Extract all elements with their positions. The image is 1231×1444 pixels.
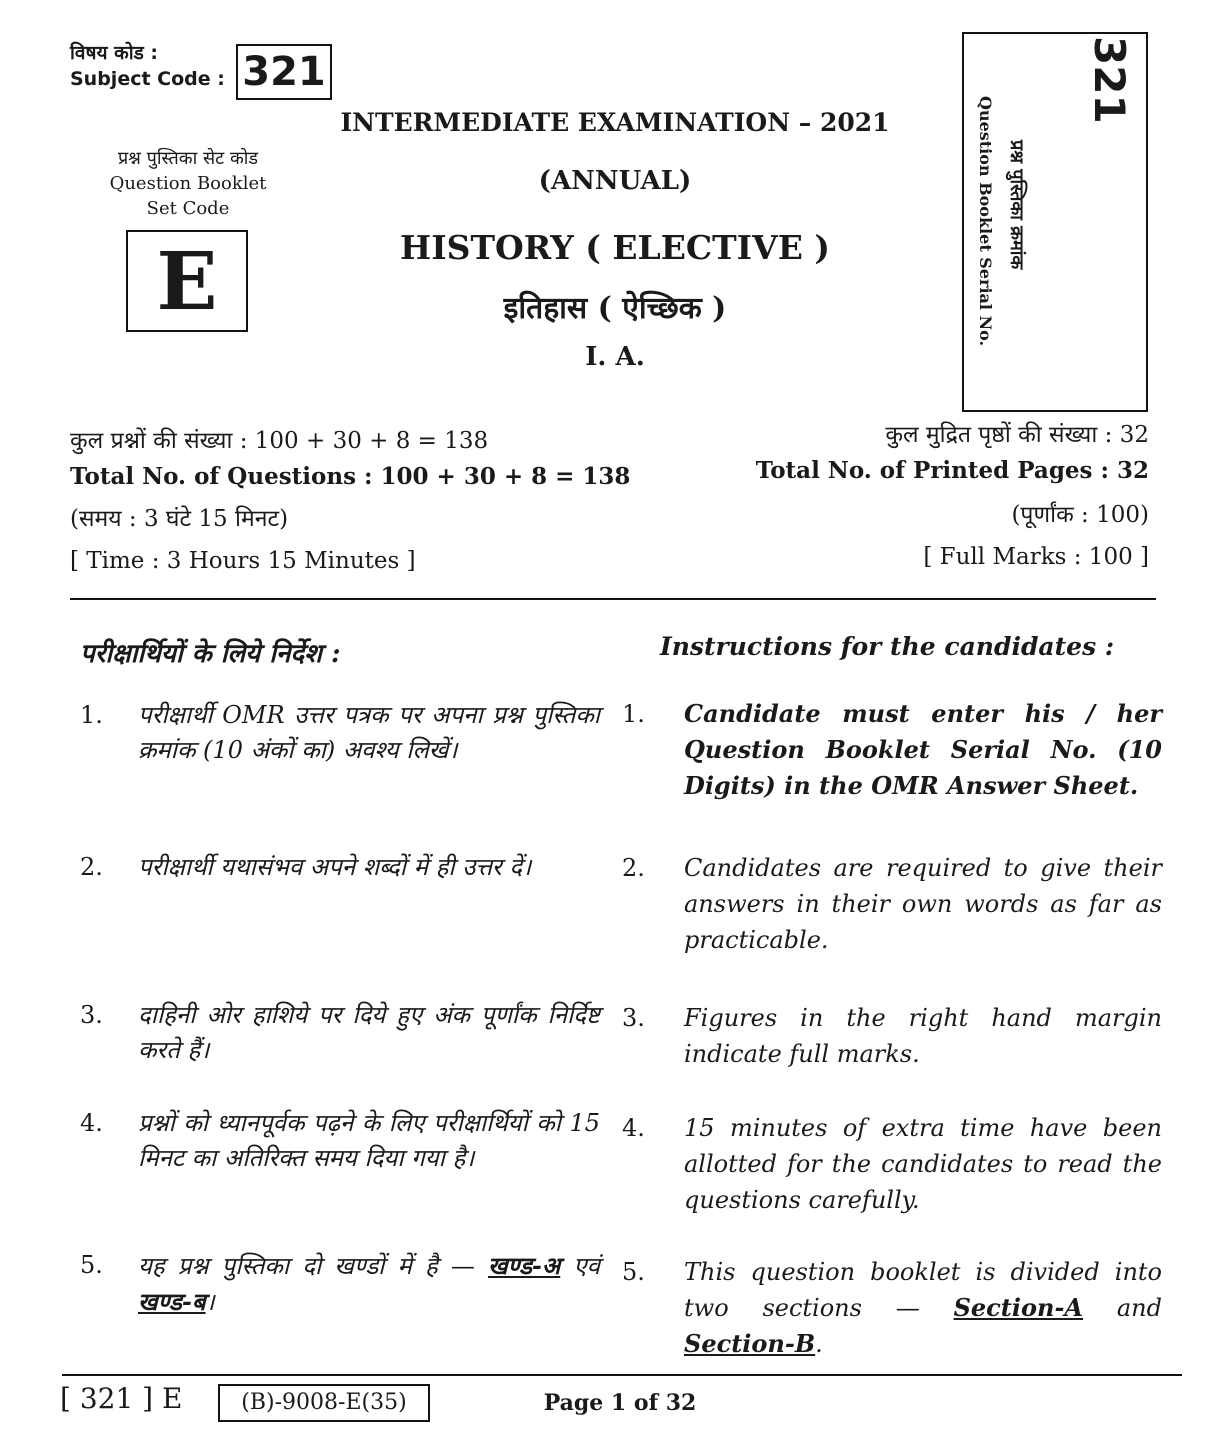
instruction-text-en: Candidate must enter his / her Question Booklet Serial No. (10 Digits) in the OMR Answer Sheet.: [684, 699, 1162, 800]
instruction-number: 4.: [622, 1114, 645, 1142]
section-a-label-en: Section-A: [953, 1293, 1084, 1322]
instruction-number: 2.: [80, 853, 103, 881]
instruction-text-en-pre: This question booklet is divided into two sections —: [684, 1258, 1162, 1322]
set-code-label-en-2: Set Code: [146, 198, 230, 219]
instruction-item-en: [622, 696, 1162, 804]
serial-code: 321: [1085, 36, 1134, 124]
divider: [70, 598, 1156, 600]
instructions-heading-hi: परीक्षार्थियों के लिये निर्देश :: [80, 639, 341, 669]
serial-label-en: Question Booklet Serial No.: [976, 96, 995, 347]
instruction-number: 2.: [622, 854, 645, 882]
instruction-text-en: Candidates are required to give their answers in their own words as far as practicable.: [684, 854, 1162, 954]
instruction-text-hi-mid: एवं: [573, 1252, 600, 1280]
instruction-number: 1.: [622, 700, 645, 728]
set-code-label: [80, 146, 296, 221]
instruction-text-en-end: .: [815, 1330, 823, 1358]
section-b-label-en: Section-B: [684, 1329, 816, 1358]
total-pages-hi: कुल मुद्रित पृष्ठों की संख्या : 32: [885, 422, 1149, 448]
instruction-number: 5.: [80, 1251, 103, 1279]
instruction-number: 5.: [622, 1258, 645, 1286]
instruction-text-hi: प्रश्नों को ध्यानपूर्वक पढ़ने के लिए परीक्षार्थियों को 15 मिनट का अतिरिक्त समय दिया गया है।: [138, 1109, 600, 1172]
instruction-text-hi: दाहिनी ओर हाशिये पर दिये हुए अंक पूर्णांक निर्दिष्ट करते हैं।: [138, 1001, 600, 1064]
full-marks-en: [ Full Marks : 100 ]: [923, 544, 1149, 570]
total-questions-hi: कुल प्रश्नों की संख्या : 100 + 30 + 8 = 138: [70, 428, 489, 454]
set-code-label-hi: प्रश्न पुस्तिका सेट कोड: [117, 148, 259, 169]
section-a-label-hi: खण्ड-अ: [488, 1251, 561, 1280]
time-hi: (समय : 3 घंटे 15 मिनट): [70, 506, 289, 532]
subject-code-label-en: Subject Code :: [70, 68, 225, 90]
instruction-text-en: [684, 1254, 1162, 1362]
serial-label-hi: प्रश्न पुस्तिका क्रमांक: [1006, 140, 1027, 270]
time-en: [ Time : 3 Hours 15 Minutes ]: [70, 548, 416, 574]
instruction-item-hi: [80, 850, 600, 885]
instruction-number: 3.: [622, 1004, 645, 1032]
instruction-text-hi: [138, 1248, 600, 1320]
total-questions-en: Total No. of Questions : 100 + 30 + 8 = 138: [70, 463, 631, 490]
instruction-number: 3.: [80, 1001, 103, 1029]
instruction-text-en-mid: and: [1116, 1294, 1162, 1322]
instruction-text-en: Figures in the right hand margin indicate full marks.: [684, 1004, 1162, 1068]
instruction-item-en: [622, 1110, 1162, 1218]
instruction-text-hi-pre: यह प्रश्न पुस्तिका दो खण्डों में है —: [138, 1252, 475, 1280]
instruction-item-hi: [80, 1106, 600, 1176]
subject-code-label-hi: विषय कोड :: [70, 42, 158, 64]
class-title: I. A.: [585, 342, 645, 372]
instruction-number: 1.: [80, 701, 103, 729]
set-code-label-en-1: Question Booklet: [109, 173, 267, 194]
subject-code-box: 321: [236, 44, 332, 100]
total-pages-en: Total No. of Printed Pages : 32: [755, 457, 1149, 484]
subject-title-hi: इतिहास ( ऐच्छिक ): [503, 291, 727, 326]
exam-title: INTERMEDIATE EXAMINATION – 2021: [340, 108, 890, 137]
instruction-item-en: [622, 850, 1162, 958]
instruction-number: 4.: [80, 1109, 103, 1137]
full-marks-hi: (पूर्णांक : 100): [1011, 502, 1149, 528]
footer-paper-code: [ 321 ] E: [60, 1382, 183, 1415]
instruction-item-en: [622, 1254, 1162, 1362]
instruction-item-en: [622, 1000, 1162, 1072]
subject-title-en: HISTORY ( ELECTIVE ): [400, 228, 830, 267]
instruction-text-en: 15 minutes of extra time have been allotted for the candidates to read the questions carefully.: [684, 1114, 1162, 1214]
instruction-text-hi-end: ।: [205, 1288, 215, 1316]
instruction-item-hi: [80, 698, 600, 768]
subject-code-label: [70, 40, 225, 92]
instructions-heading-en: Instructions for the candidates :: [660, 632, 1115, 661]
footer-divider: [62, 1374, 1182, 1376]
exam-annual: (ANNUAL): [538, 166, 692, 196]
instruction-text-hi: परीक्षार्थी यथासंभव अपने शब्दों में ही उत्तर दें।: [138, 853, 532, 881]
instruction-item-hi: [80, 998, 600, 1068]
section-b-label-hi: खण्ड-ब: [138, 1287, 206, 1316]
instruction-text-hi: परीक्षार्थी OMR उत्तर पत्रक पर अपना प्रश्न पुस्तिका क्रमांक (10 अंकों का) अवश्य लिखें।: [138, 701, 600, 764]
footer-booklet-code: (B)-9008-E(35): [218, 1384, 430, 1422]
instruction-item-hi: [80, 1248, 600, 1320]
page-number: Page 1 of 32: [543, 1390, 697, 1416]
set-code-box: E: [126, 230, 248, 332]
